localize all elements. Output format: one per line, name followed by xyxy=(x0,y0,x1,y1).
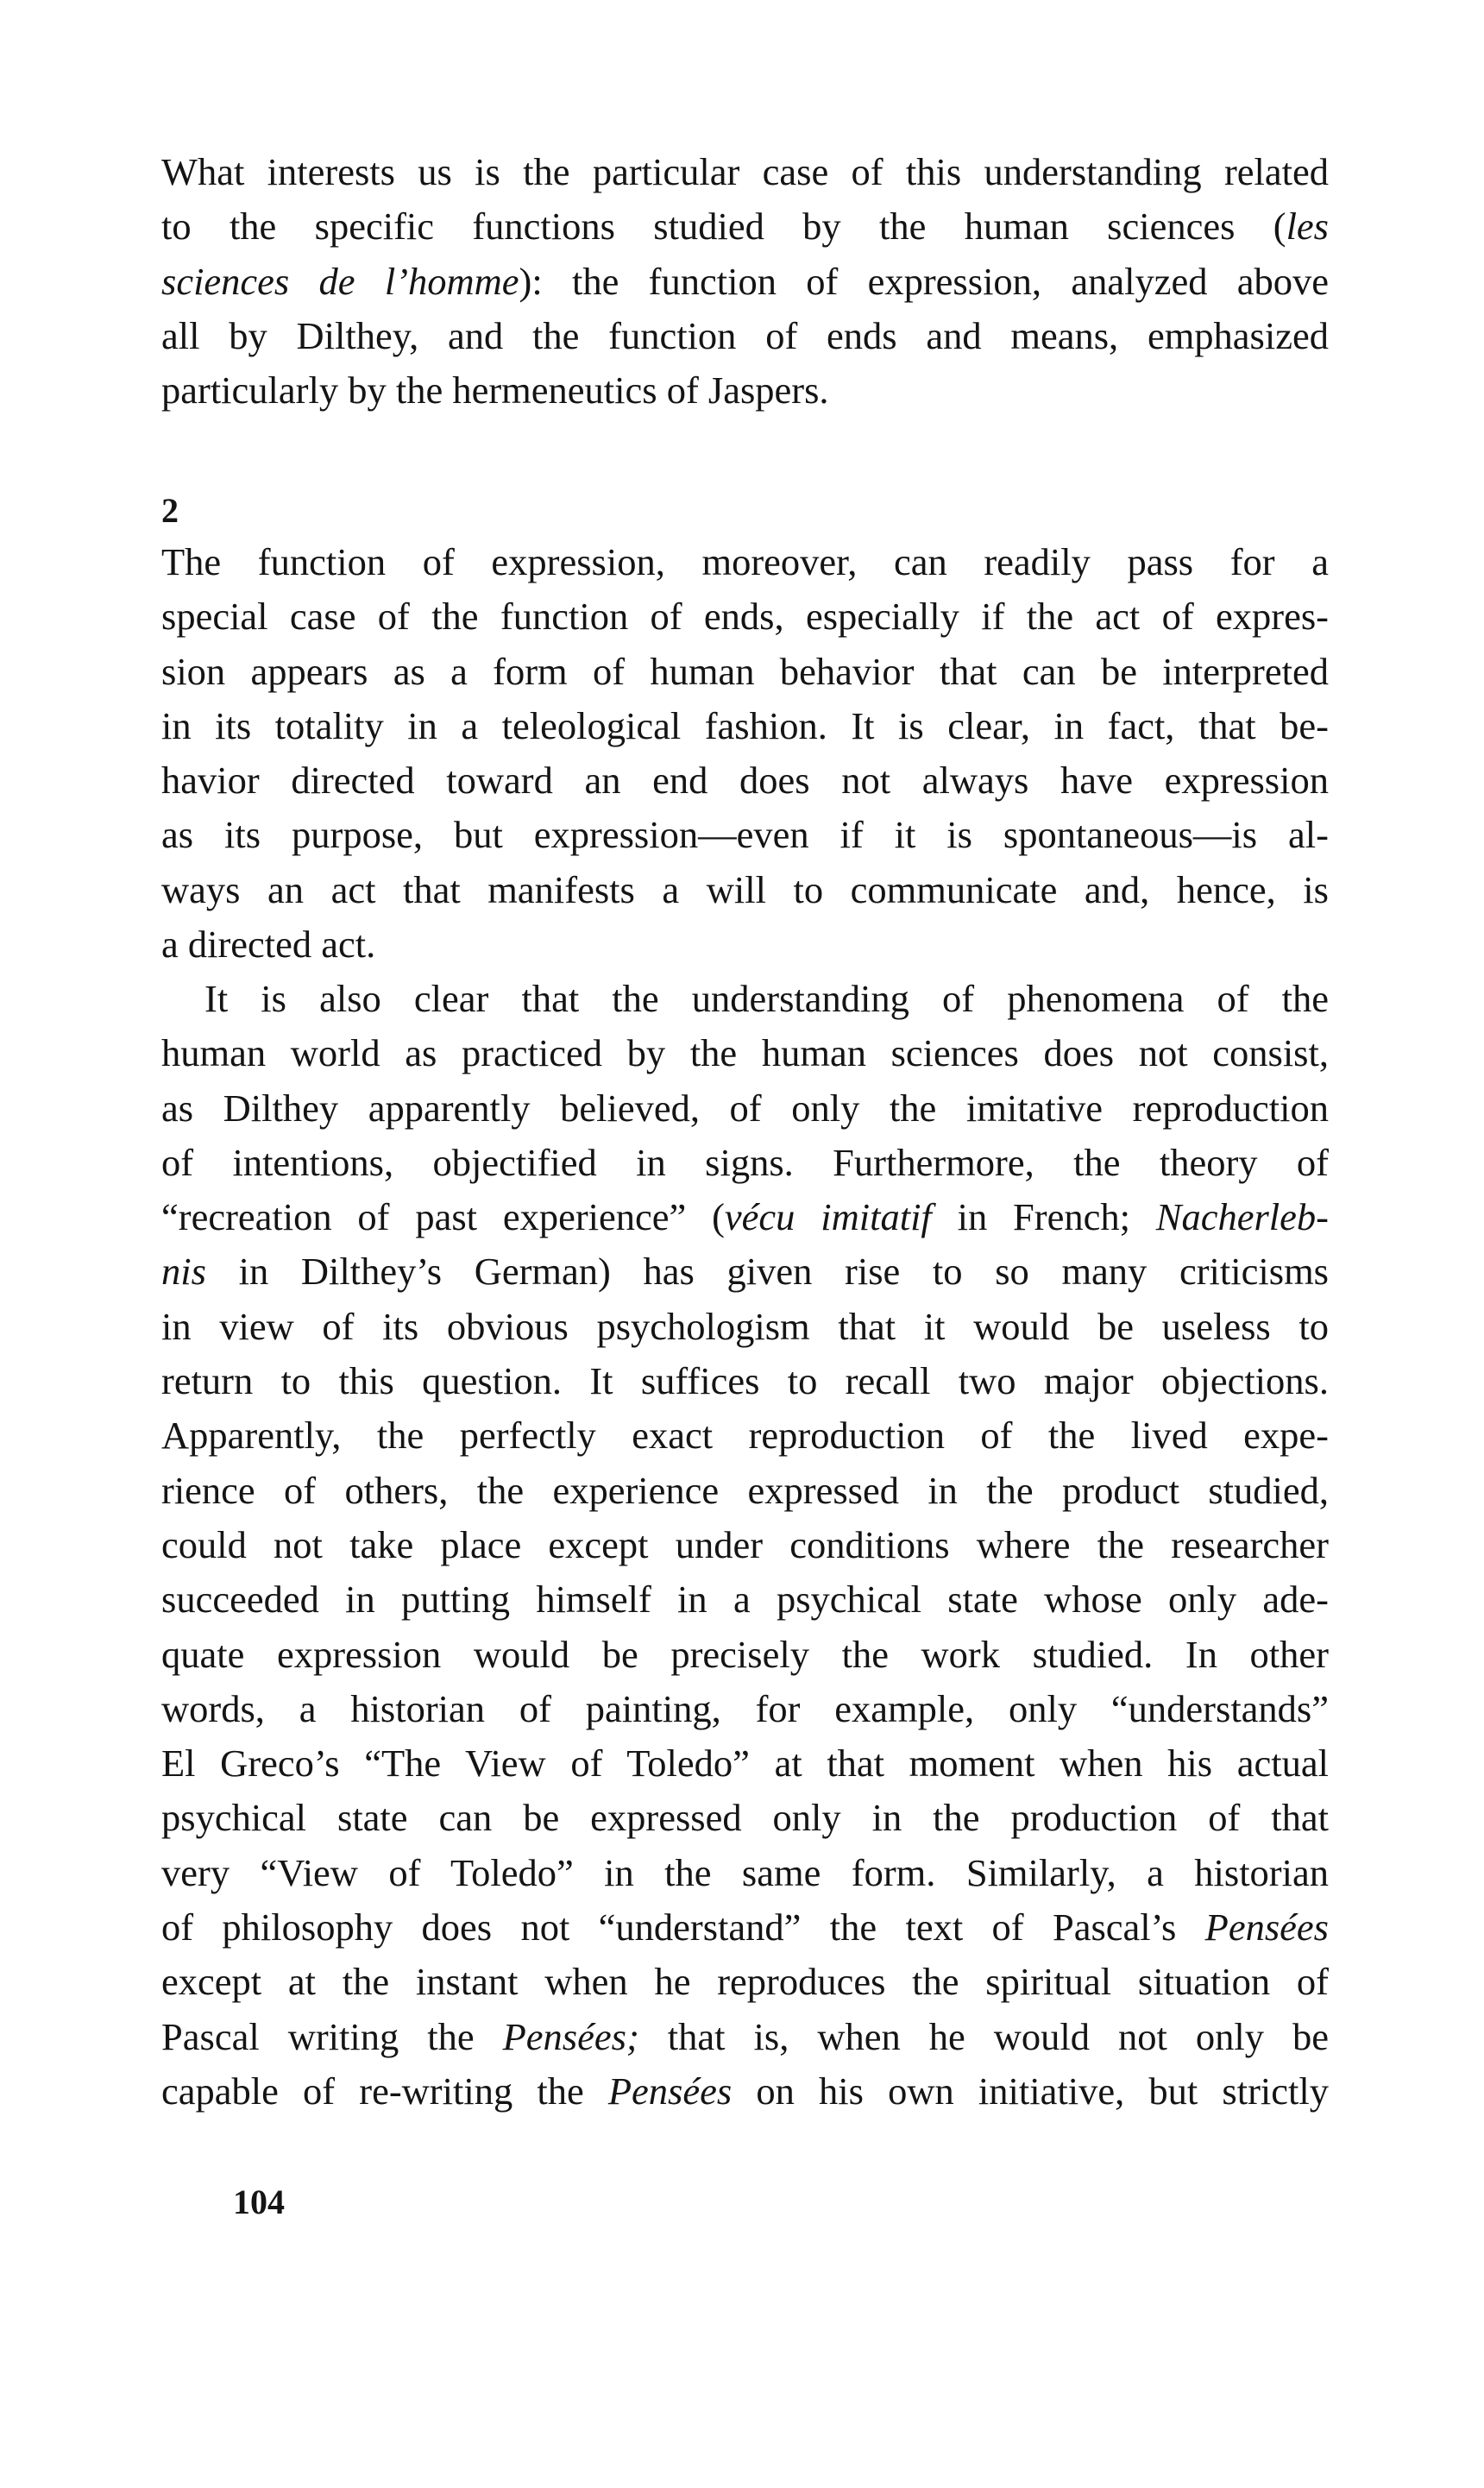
text-line: sciences de l’homme): the function of expression, analyzed above xyxy=(161,259,1329,303)
italic-text: Pensées xyxy=(607,2069,733,2113)
text-line: human world as practiced by the human sciences does not consist, xyxy=(161,1031,1329,1075)
text-line: nis in Dilthey’s German) has given rise to so many criticisms xyxy=(161,1250,1329,1294)
text-line: capable of re-writing the Pensées on his own initiative, but strictly xyxy=(161,2069,1329,2113)
text-line: Apparently, the perfectly exact reproduction of the lived expe- xyxy=(161,1414,1329,1458)
text-line: El Greco’s “The View of Toledo” at that moment when his actual xyxy=(161,1742,1329,1786)
italic-text: Nacherleb- xyxy=(1155,1195,1329,1239)
text-line: as its purpose, but expression—even if it is spontaneous—is al- xyxy=(161,813,1329,857)
text-line: The function of expression, moreover, can readily pass for a xyxy=(161,540,1329,583)
text-line: ways an act that manifests a will to communicate and, hence, is xyxy=(161,867,1329,911)
page-number: 104 xyxy=(233,2183,285,2221)
text-line: of philosophy does not “understand” the text of Pascal’s Pensées xyxy=(161,1905,1329,1949)
italic-text: Pensées; xyxy=(502,2014,639,2058)
text-line: psychical state can be expressed only in the production of that xyxy=(161,1796,1329,1840)
text-line: special case of the function of ends, especially if the act of expres- xyxy=(161,595,1329,639)
text-line: quate expression would be precisely the work studied. In other xyxy=(161,1632,1329,1676)
text-line: of intentions, objectified in signs. Furthermore, the theory of xyxy=(161,1140,1329,1184)
italic-text: les xyxy=(1286,205,1329,249)
paragraph-3 xyxy=(161,972,1329,2119)
italic-text: vécu imitatif xyxy=(724,1195,932,1239)
italic-text: nis xyxy=(161,1250,206,1294)
text-line: return to this question. It suffices to recall two major objections. xyxy=(161,1359,1329,1403)
text-line: a directed act. xyxy=(161,923,376,967)
text-line: havior directed toward an end does not always have expression xyxy=(161,759,1329,803)
paragraph-1 xyxy=(161,145,1329,418)
section-number: 2 xyxy=(161,491,179,530)
text-line: sion appears as a form of human behavior that can be interpreted xyxy=(161,649,1329,693)
text-line: rience of others, the experience expressed in the product studied, xyxy=(161,1468,1329,1512)
text-line: What interests us is the particular case of this understanding related xyxy=(161,150,1329,193)
text-line: all by Dilthey, and the function of ends and means, emphasized xyxy=(161,313,1329,357)
text-line: in its totality in a teleological fashion. It is clear, in fact, that be- xyxy=(161,703,1329,747)
text-line: as Dilthey apparently believed, of only the imitative reproduction xyxy=(161,1086,1329,1130)
text-line: It is also clear that the understanding of phenomena of the xyxy=(204,977,1329,1020)
text-line: Pascal writing the Pensées; that is, when he would not only be xyxy=(161,2014,1329,2058)
text-line: except at the instant when he reproduces the spiritual situation of xyxy=(161,1960,1329,2004)
text-line: could not take place except under conditions where the researcher xyxy=(161,1522,1329,1566)
italic-text: sciences de l’homme xyxy=(161,259,519,303)
text-line: very “View of Toledo” in the same form. Similarly, a historian xyxy=(161,1850,1329,1894)
italic-text: Pensées xyxy=(1204,1905,1329,1949)
text-line: to the specific functions studied by the human sciences (les xyxy=(161,205,1329,249)
text-line: particularly by the hermeneutics of Jaspers. xyxy=(161,368,829,413)
text-line: words, a historian of painting, for example, only “understands” xyxy=(161,1686,1329,1730)
text-line: succeeded in putting himself in a psychical state whose only ade- xyxy=(161,1578,1329,1622)
paragraph-2 xyxy=(161,535,1329,972)
text-line: in view of its obvious psychologism that it would be useless to xyxy=(161,1304,1329,1348)
text-line: “recreation of past experience” (vécu imitatif in French; Nacherleb- xyxy=(161,1195,1329,1239)
